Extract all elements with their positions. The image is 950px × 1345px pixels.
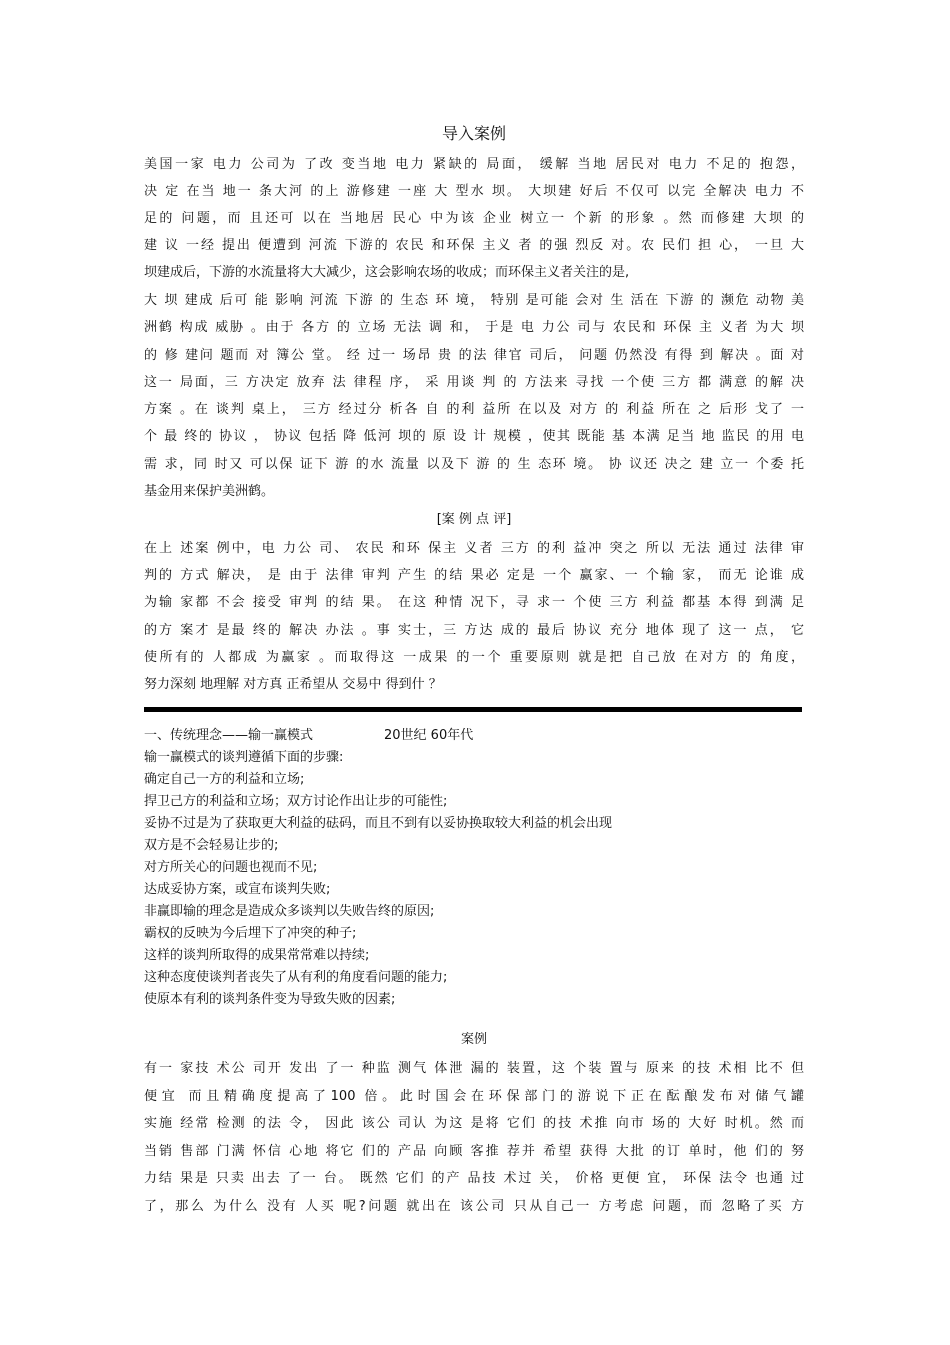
intro-paragraph xyxy=(144,151,804,286)
list-item: 达成妥协方案，或宣布谈判失败; xyxy=(144,882,331,897)
text-line: 需 求，同 时又 可以保 证下 游 的水 流量 以及下 游 的 生 态环 境。 协 议还 决之 建 立一 个委 托 xyxy=(144,456,804,472)
list-item: 对方所关心的问题也视而不见; xyxy=(144,860,318,875)
text-line: 的 修 建问 题而 对 簿公 堂。 经 过一 场昂 贵 的法 律官 司后， 问题 仍然没 有得 到 解决 。面 对 xyxy=(144,347,804,363)
list-item: 非赢即输的理念是造成众多谈判以失败告终的原因; xyxy=(144,904,435,919)
text-line: 力结 果是 只卖 出去 了一 台。 既然 它们 的产 品技 术过 关， 价格 更便 宜， 环保 法令 也通 过 xyxy=(144,1171,804,1187)
text-line: 方案 。在 谈判 桌上， 三方 经过分 析各 自 的利 益所 在以及 对方 的 利益 所在 之 后形 戈了 一 xyxy=(144,402,804,418)
text-line: 便宜 而且精确度提高了100 倍。此时国会在环保部门的游说下正在酝酿发布对储气罐 xyxy=(144,1088,804,1104)
list-item: 双方是不会轻易让步的; xyxy=(144,838,279,853)
text-line: 使所有的 人都成 为赢家 。而取得这 一成果 的一个 重要原则 就是把 自己放 在对方 的 角度， xyxy=(144,649,804,665)
list-item: 捍卫己方的利益和立场；双方讨论作出让步的可能性; xyxy=(144,794,448,809)
page-title: 导入案例 xyxy=(441,124,506,143)
list-item: 妥协不过是为了获取更大利益的砝码，而且不到有以妥协换取较大利益的机会出现 xyxy=(144,816,613,831)
steps-list xyxy=(144,747,804,1011)
list-item: 这样的谈判所取得的成果常常难以持续; xyxy=(144,948,370,963)
body-paragraph xyxy=(144,287,804,505)
text-line: 当销 售部 门满 怀信 心地 将它 们的 产品 向顾 客推 荐并 希望 获得 大批 的订 单时，他 们的 努 xyxy=(144,1143,805,1159)
comment-paragraph xyxy=(144,535,804,698)
section-era: 20世纪 60年代 xyxy=(384,728,474,743)
list-item: 霸权的反映为今后埋下了冲突的种子; xyxy=(144,926,357,941)
text-line: 基金用来保护美洲鹤。 xyxy=(144,484,275,500)
text-line: 的方 案才 是最 终的 解决 办法 。事 实士，三 方达 成的 最后 协议 充分 地体 现了 这一 点， 它 xyxy=(144,622,804,638)
text-line: 这一 局面，三 方决定 放弃 法 律程 序， 采 用谈 判 的 方法来 寻找 一个使 三方 都 满意 的解 决 xyxy=(144,374,804,390)
divider-rule xyxy=(144,707,802,712)
list-item: 使原本有利的谈判条件变为导致失败的因素; xyxy=(144,992,396,1007)
text-line: 判的 方式 解决， 是 由于 法律 审判 产生 的结 果必 定是 一个 赢家、一 个输 家， 而无 论谁 成 xyxy=(144,568,804,584)
text-line: 坝建成后，下游的水流量将大大减少，这会影响农场的收成；而环保主义者关注的是, xyxy=(144,265,630,280)
text-line: 足的 问题，而 且还可 以在 当地居 民心 中为该 企业 树立一 个新 的形象 。然 而修建 大坝 的 xyxy=(144,211,804,226)
comment-heading: [案 例 点 评] xyxy=(436,512,512,527)
text-line: 为输 家都 不会 接受 审判 的结 果。 在这 种情 况下，寻 求一 个使 三方 利益 都基 本得 到满 足 xyxy=(144,595,804,611)
section-heading xyxy=(144,725,804,747)
text-line: 建 议 一经 提出 便遭到 河流 下游的 农民 和环保 主义 者 的强 烈反 对。农 民们 担 心， 一旦 大 xyxy=(144,238,804,253)
list-item: 确定自己一方的利益和立场; xyxy=(144,772,305,787)
text-line: 有一 家技 术公 司开 发出 了一 种监 测气 体泄 漏的 装置，这 个装 置与 原来 的技 术相 比不 但 xyxy=(144,1061,804,1076)
text-line: 美国一家 电力 公司为 了改 变当地 电力 紧缺的 局面， 缓解 当地 居民对 电力 不足的 抱怨， xyxy=(144,157,804,172)
text-line: 在上 述案 例中，电 力公 司、 农民 和环 保主 义者 三方 的利 益冲 突之 所以 无法 通过 法律 审 xyxy=(144,541,804,556)
text-line: 决 定 在当 地一 条大河 的上 游修建 一座 大 型水 坝。 大坝建 好后 不仅可 以完 全解决 电力 不 xyxy=(144,184,805,199)
section-title: 一、传统理念——输一赢模式 xyxy=(144,728,314,743)
list-item: 输一赢模式的谈判遵循下面的步骤: xyxy=(144,750,344,765)
list-item: 这种态度使谈判者丧失了从有利的角度看问题的能力; xyxy=(144,970,448,985)
text-line: 个 最 终的 协议 ， 协议 包括 降 低河 坝的 原 设 计 规模 ，使其 既能 基 本满 足当 地 监民 的用 电 xyxy=(144,429,804,445)
text-line: 了，那么 为什么 没有 人买 呢?问题 就出在 该公司 只从自己一 方考虑 问题，而 忽略了买 方 xyxy=(144,1198,804,1214)
text-line: 洲鹤 构成 威胁 。由于 各方 的 立场 无法 调 和， 于是 电 力公 司与 农民和 环保 主 义者 为大 坝 xyxy=(144,320,804,336)
text-line: 努力深刻 地理解 对方真 正希望从 交易中 得到什 ？ xyxy=(144,677,442,693)
text-line: 大 坝 建成 后可 能 影响 河流 下游 的 生态 环 境， 特别 是可能 会对 生 活在 下游 的 濒危 动物 美 xyxy=(144,293,804,308)
case-heading: 案例 xyxy=(460,1032,487,1047)
case-paragraph xyxy=(144,1055,804,1221)
text-line: 实施 经常 检测 的法 令， 因此 该公 司认 为这 是将 它们 的技 术推 向市 场的 大好 时机。然 而 xyxy=(144,1116,804,1132)
